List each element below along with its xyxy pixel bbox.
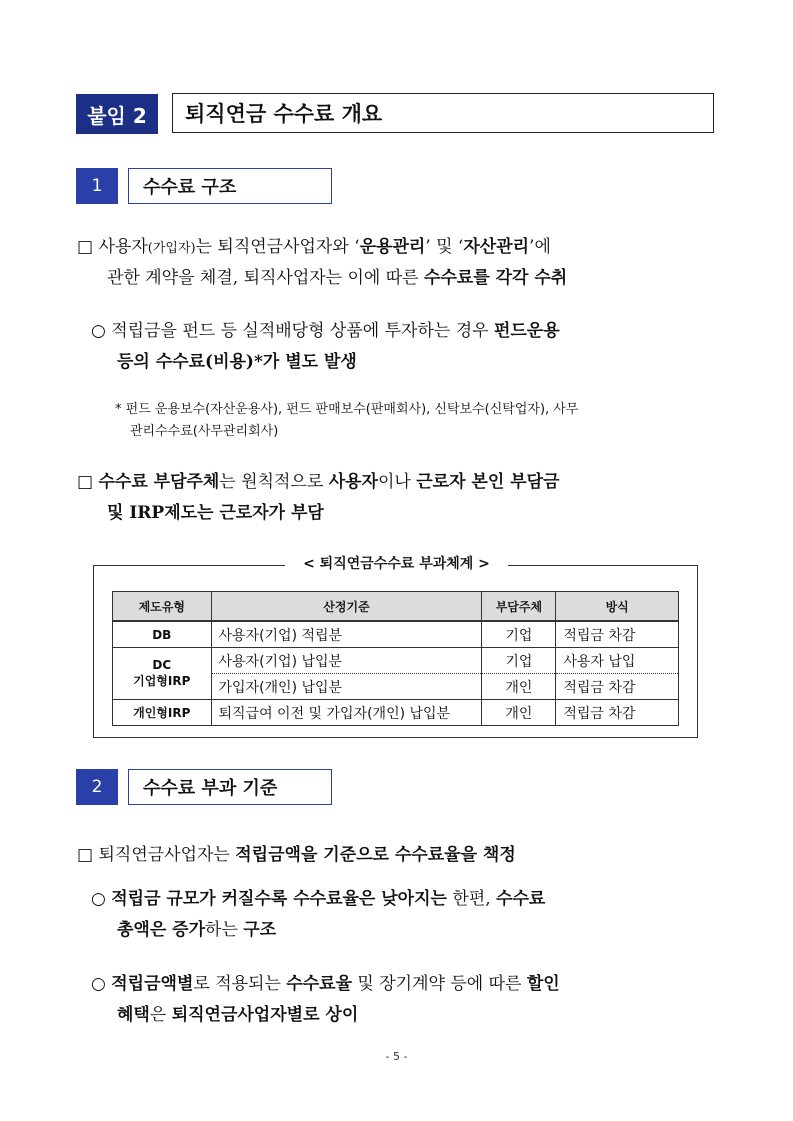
text: 적립금액별 [111, 974, 194, 994]
table-row [113, 648, 679, 674]
appendix-badge: 붙임 2 [76, 94, 158, 134]
cell-text: 기업형IRP [133, 674, 191, 688]
text: 할인 [526, 974, 560, 994]
text: 이나 [377, 472, 417, 492]
text: ’에 [529, 237, 551, 257]
text: 은 [149, 1005, 172, 1025]
section2-sub2-line1 [91, 969, 560, 994]
text: 근로자 본인 부담금 [416, 472, 560, 492]
text: 하는 [205, 920, 244, 940]
text: 퇴직연금사업자별로 상이 [171, 1005, 359, 1025]
table-header: 부담주체 [482, 592, 556, 622]
text: 퇴직연금사업자는 [98, 845, 236, 865]
fee-table-title [94, 553, 699, 573]
text: 는 퇴직연금사업자와 ‘ [195, 237, 360, 257]
table-cell: 사용자(기업) 적립분 [211, 621, 482, 648]
table-cell: 적립금 차감 [556, 621, 679, 648]
table-cell: 기업 [482, 621, 556, 648]
table-header: 산정기준 [211, 592, 482, 622]
text: 적립금액을 기준으로 수수료율을 책정 [235, 845, 516, 865]
text: 는 원칙적으로 [219, 472, 329, 492]
section2-bullet1 [77, 840, 516, 865]
table-header: 제도유형 [113, 592, 212, 622]
table-cell: 개인 [482, 674, 556, 700]
table-cell: 개인 [482, 700, 556, 726]
text: 운용관리 [359, 237, 426, 257]
text: 적립금을 펀드 등 실적배당형 상품에 투자하는 경우 [111, 321, 494, 341]
section1-sub1-line1 [91, 316, 560, 341]
text: 총액은 증가 [117, 920, 206, 940]
appendix-title: 퇴직연금 수수료 개요 [172, 93, 714, 133]
table-cell [113, 648, 212, 700]
section2-sub1-line1 [91, 884, 545, 909]
text: 사용자 [328, 472, 378, 492]
table-cell: 사용자(기업) 납입분 [211, 648, 482, 674]
table-row [113, 621, 679, 648]
text: 수수료 부담주체 [98, 472, 220, 492]
section1-bullet2-line1 [77, 467, 559, 492]
text: 펀드운용 [493, 321, 560, 341]
footnote-line1: * 펀드 운용보수(자산운용사), 펀드 판매보수(판매회사), 신탁보수(신탁업자), 사무 [115, 402, 579, 417]
table-cell: 적립금 차감 [556, 674, 679, 700]
table-cell: 적립금 차감 [556, 700, 679, 726]
text: 구조 [243, 920, 277, 940]
fee-table [112, 591, 679, 726]
table-cell: 기업 [482, 648, 556, 674]
text: ’ 및 ‘ [425, 237, 464, 257]
text: 및 장기계약 등에 따른 [352, 974, 527, 994]
section2-sub2-line2 [117, 1000, 358, 1025]
text: 로 적용되는 [193, 974, 287, 994]
section1-bullet2-line2: 및 IRP제도는 근로자가 부담 [107, 503, 324, 523]
text: 수수료 [496, 889, 546, 909]
circle-bullet: ○ [91, 321, 106, 341]
circle-bullet: ○ [91, 974, 106, 994]
text: 사용자 [98, 237, 148, 257]
fee-table-title-text: < 퇴직연금수수료 부과체계 > [285, 556, 508, 572]
text: 관한 계약을 체결, 퇴직사업자는 이에 따른 [107, 268, 425, 288]
text: 한편, [446, 889, 497, 909]
footnote-line2: 관리수수료(사무관리회사) [130, 424, 279, 439]
page-number: - 5 - [385, 1050, 408, 1063]
text: (가입자) [147, 241, 196, 256]
table-cell: 사용자 납입 [556, 648, 679, 674]
table-header: 방식 [556, 592, 679, 622]
table-row [113, 700, 679, 726]
table-header-row [113, 592, 679, 622]
section1-sub1-line2: 등의 수수료(비용)*가 별도 발생 [117, 352, 357, 372]
checkbox-bullet: □ [77, 845, 94, 865]
text: 자산관리 [463, 237, 530, 257]
text: 수수료를 각각 수취 [424, 268, 568, 288]
circle-bullet: ○ [91, 889, 106, 909]
section2-title: 수수료 부과 기준 [128, 769, 332, 805]
text: 수수료율 [286, 974, 352, 994]
section1-number: 1 [76, 168, 118, 204]
cell-text: DC [152, 658, 172, 672]
table-cell: 퇴직급여 이전 및 가입자(개인) 납입분 [211, 700, 482, 726]
text: 혜택 [117, 1005, 150, 1025]
section1-bullet1-line1 [77, 232, 551, 257]
section2-sub1-line2 [117, 915, 276, 940]
section2-number: 2 [76, 769, 118, 805]
checkbox-bullet: □ [77, 472, 94, 492]
fee-structure-box [93, 556, 698, 738]
section1-bullet1-line2 [107, 263, 567, 288]
table-cell: 가입자(개인) 납입분 [211, 674, 482, 700]
section1-title: 수수료 구조 [128, 168, 332, 204]
table-cell: 개인형IRP [113, 700, 212, 726]
text: 적립금 규모가 커질수록 수수료율은 낮아지는 [111, 889, 447, 909]
table-cell: DB [113, 621, 212, 648]
checkbox-bullet: □ [77, 237, 94, 257]
